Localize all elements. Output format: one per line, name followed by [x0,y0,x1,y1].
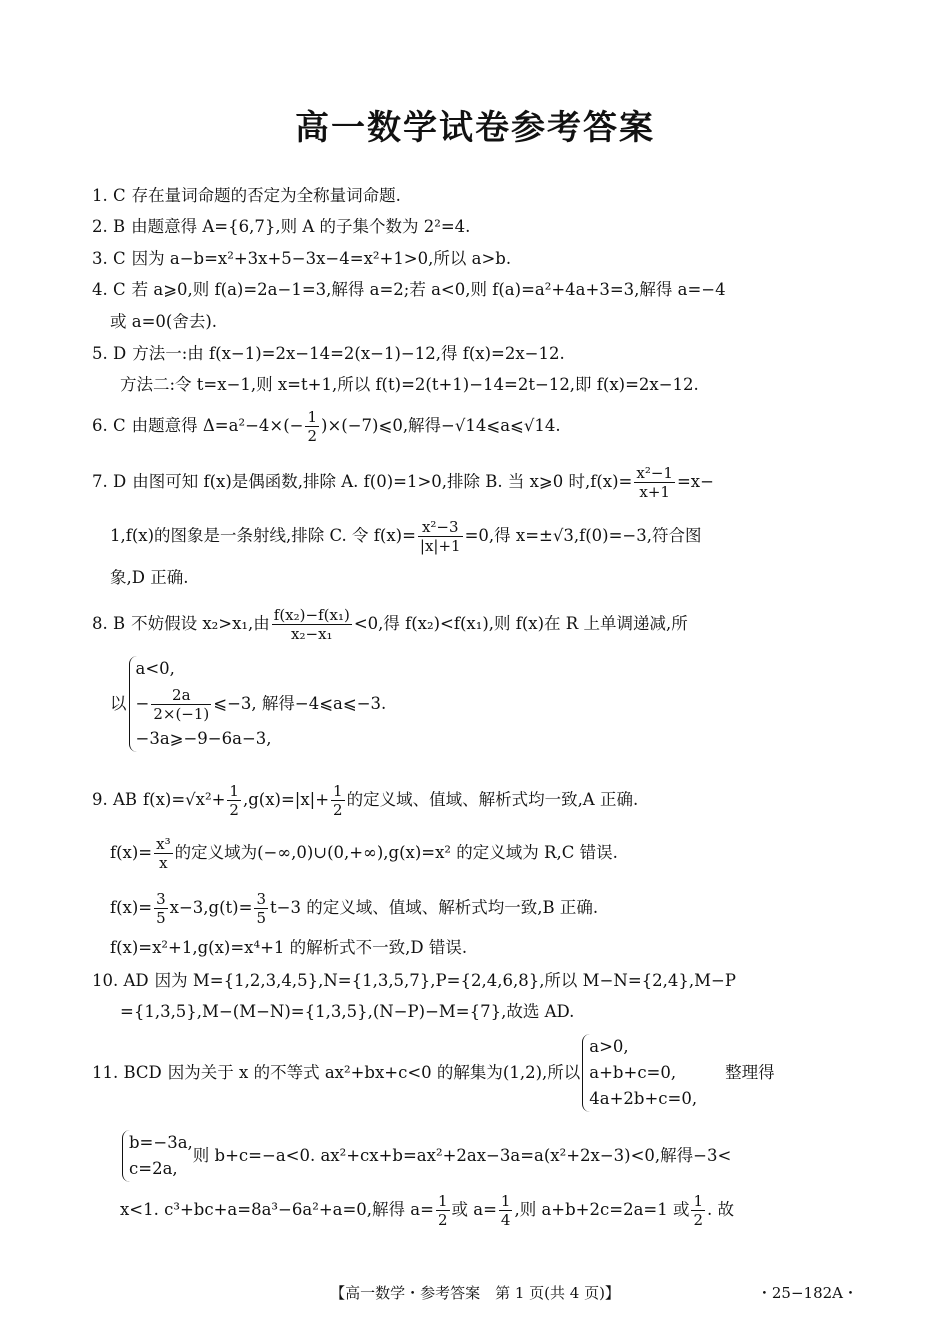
fraction: $\frac{3}{5}$ [156,890,166,927]
answer-number: 6. C [92,416,126,435]
explanation: 由题意得 Δ=a²−4×(− [131,416,304,435]
answer-11-end: x<1. c³+bc+a=8a³−6a²+a=0,解得 a= $\frac{1}{2}$ 或 a= $\frac{1}{4}$ ,则 a+b+2c=2a=1 或 $\frac{1}{2}$ . 故 [120,1192,735,1229]
explanation: 若 a⩾0,则 f(a)=2a−1=3,解得 a=2;若 a<0,则 f(a)=a²+4a+3=3,解得 a=−4 [131,280,726,299]
explanation: 因为 a−b=x²+3x+5−3x−4=x²+1>0,所以 a>b. [131,249,512,268]
answer-number: 2. B [92,217,126,236]
answer-number: 10. AD [92,971,149,990]
fraction: $\frac{3}{5}$ [256,890,266,927]
answer-7-cont: 1,f(x)的图象是一条射线,排除 C. 令 f(x)= $\frac{\text{x²−3}}{|x|+1}$ =0,得 x=±√3,f(0)=−3,符合图 [110,518,702,555]
answer-number: 4. C [92,280,126,299]
footer-center: 【高一数学・参考答案 第 1 页(共 4 页)】 [330,1284,620,1302]
fraction: $\frac{1}{4}$ [500,1192,511,1229]
answer-number: 8. B [92,614,126,633]
fraction: $\frac{\text{x³}}{x}$ [156,835,171,872]
equation-system: a>0, a+b+c=0, 4a+2b+c=0, [582,1034,697,1112]
fraction: $\frac{1}{2}$ [333,782,343,819]
footer-code: ・25−182A・ [756,1284,858,1302]
answer-number: 7. D [92,472,127,491]
explanation: 因为关于 x 的不等式 ax²+bx+c<0 的解集为(1,2),所以 [167,1063,581,1082]
answer-7: 7. D 由图可知 f(x)是偶函数,排除 A. f(0)=1>0,排除 B. 当 x⩾0 时,f(x)= $\frac{\text{x²−1}}{x+1}$ =x− [92,460,714,504]
answer-number: 11. BCD [92,1063,162,1082]
answer-9-d: f(x)=x²+1,g(x)=x⁴+1 的解析式不一致,D 错误. [110,938,468,957]
fraction: $\frac{1}{2}$ [307,408,318,445]
answer-2 [92,217,484,237]
explanation: f(x)=√x²+ [143,790,226,809]
answer-9-c: f(x)= $\frac{\text{x³}}{x}$ 的定义域为(−∞,0)∪(0,+∞),g(x)=x² 的定义域为 R,C 错误. [110,835,618,872]
explanation: 存在量词命题的否定为全称量词命题. [131,186,401,205]
answer-number: 3. C [92,249,126,268]
answer-1 [92,186,415,206]
answer-11: 11. BCD 因为关于 x 的不等式 ax²+bx+c<0 的解集为(1,2),所以 a>0, a+b+c=0, 4a+2b+c=0, 整理得 [92,1034,775,1112]
fraction: $\frac{\text{x²−1}}{x+1}$ [636,464,673,501]
fraction: $\frac{2a}{2\times(-1)}$ [153,686,210,723]
explanation: 由图可知 f(x)是偶函数,排除 A. f(0)=1>0,排除 B. 当 x⩾0 时,f(x)= [132,472,633,491]
answer-4-cont: 或 a=0(舍去). [110,312,218,331]
answer-10-cont: ={1,3,5},M−(M−N)={1,3,5},(N−P)−M={7},故选 AD. [120,1002,575,1021]
explanation: 不妨假设 x₂>x₁,由 [131,614,270,633]
answer-10 [92,971,750,991]
fraction: $\frac{1}{2}$ [437,1192,448,1229]
page-title: 高一数学试卷参考答案 [295,108,655,148]
answer-5 [92,344,579,364]
answer-6: 6. C 由题意得 Δ=a²−4×(− $\frac{1}{2}$ )×(−7)⩽0,解得−√14⩽a⩽√14. [92,408,561,445]
answer-11-cont: b=−3a, c=2a, 则 b+c=−a<0. ax²+cx+b=ax²+2ax−3a=a(x²+2x−3)<0,解得−3< [120,1130,731,1182]
fraction: $\frac{1}{2}$ [229,782,239,819]
answer-7-end: 象,D 正确. [110,568,189,587]
fraction: $\frac{\text{f(x₂)−f(x₁)}}{\text{x₂−x₁}}$ [273,606,350,643]
answer-8-system: 以 a<0, − $\frac{2a}{2\times(-1)}$ ⩽−3, 解得−4⩽a⩽−3. −3a⩾−9−6a−3, [110,656,386,752]
answer-number: 9. AB [92,790,138,809]
answer-number: 1. C [92,186,126,205]
answer-3 [92,249,525,269]
explanation: 方法一:由 f(x−1)=2x−14=2(x−1)−12,得 f(x)=2x−12. [132,344,565,363]
answer-9-b: f(x)= $\frac{3}{5}$ x−3,g(t)= $\frac{3}{5}$ t−3 的定义域、值域、解析式均一致,B 正确. [110,890,599,927]
equation-system: a<0, − $\frac{2a}{2\times(-1)}$ ⩽−3, 解得−4⩽a⩽−3. −3a⩾−9−6a−3, [129,656,387,752]
fraction: $\frac{\text{x²−3}}{|x|+1}$ [419,518,461,555]
equation-system: b=−3a, c=2a, [122,1130,193,1182]
answer-9: 9. AB f(x)=√x²+ $\frac{1}{2}$ ,g(x)=|x|+ $\frac{1}{2}$ 的定义域、值域、解析式均一致,A 正确. [92,782,639,819]
explanation: 因为 M={1,2,3,4,5},N={1,3,5,7},P={2,4,6,8},所以 M−N={2,4},M−P [154,971,736,990]
fraction: $\frac{1}{2}$ [693,1192,704,1229]
explanation: 由题意得 A={6,7},则 A 的子集个数为 2²=4. [131,217,471,236]
answer-number: 5. D [92,344,127,363]
answer-4 [92,280,740,300]
answer-8: 8. B 不妨假设 x₂>x₁,由 $\frac{\text{f(x₂)−f(x₁)}}{\text{x₂−x₁}}$ <0,得 f(x₂)<f(x₁),则 f(x)在 R 上单调递减,所 [92,602,688,646]
answer-5-cont: 方法二:令 t=x−1,则 x=t+1,所以 f(t)=2(t+1)−14=2t−12,即 f(x)=2x−12. [120,375,699,394]
